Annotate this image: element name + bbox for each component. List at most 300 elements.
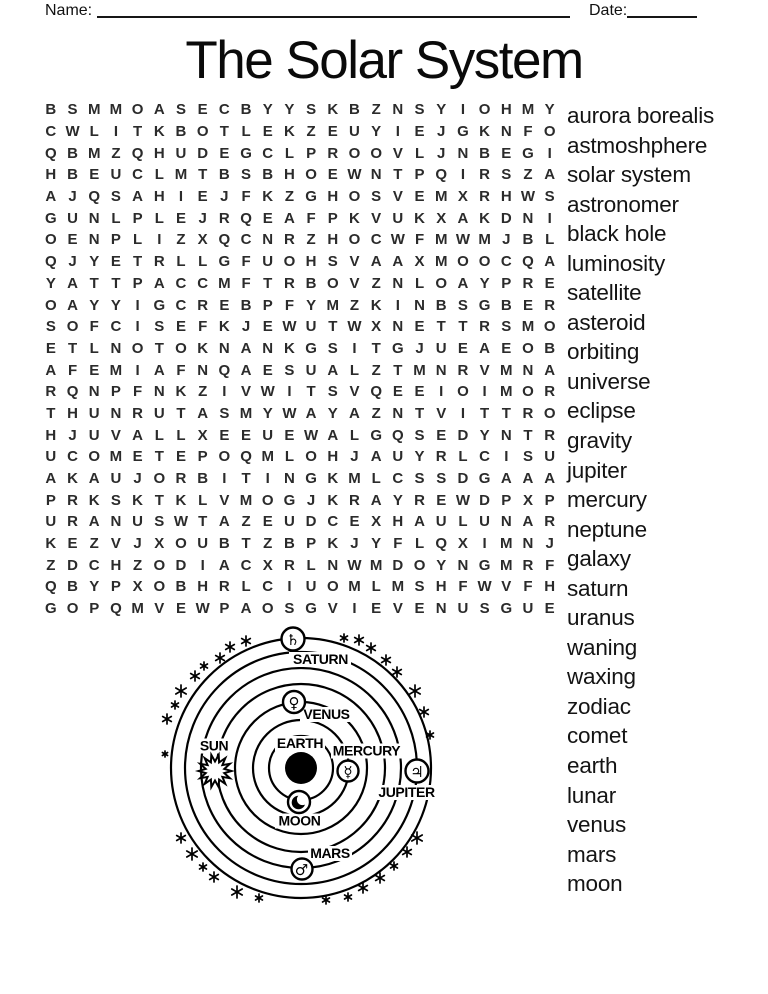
date-input-line[interactable] (627, 16, 697, 18)
grid-letter[interactable]: O (543, 404, 556, 422)
grid-letter[interactable]: O (478, 101, 491, 119)
grid-letter[interactable]: U (392, 209, 404, 227)
grid-letter[interactable]: A (88, 513, 100, 531)
grid-letter[interactable]: V (479, 361, 490, 379)
grid-letter[interactable]: E (175, 318, 186, 336)
grid-letter[interactable]: T (371, 339, 381, 357)
grid-letter[interactable]: Y (89, 253, 100, 271)
grid-letter[interactable]: L (241, 123, 251, 141)
grid-letter[interactable]: R (175, 470, 187, 488)
grid-letter[interactable]: L (349, 426, 360, 444)
grid-letter[interactable]: E (371, 600, 382, 618)
grid-letter[interactable]: Z (133, 556, 143, 574)
grid-letter[interactable]: Q (370, 383, 382, 401)
grid-letter[interactable]: N (88, 209, 100, 227)
grid-letter[interactable]: E (544, 600, 555, 618)
grid-letter[interactable]: T (328, 318, 338, 336)
grid-letter[interactable]: S (371, 188, 382, 206)
grid-letter[interactable]: P (501, 491, 512, 509)
grid-letter[interactable]: O (522, 383, 534, 401)
grid-letter[interactable]: Z (371, 361, 381, 379)
grid-letter[interactable]: N (88, 231, 100, 249)
grid-letter[interactable]: Y (479, 426, 490, 444)
grid-letter[interactable]: G (370, 426, 382, 444)
grid-letter[interactable]: S (154, 513, 165, 531)
grid-letter[interactable]: H (544, 578, 556, 596)
grid-letter[interactable]: F (241, 274, 251, 292)
grid-letter[interactable]: P (262, 296, 273, 314)
grid-letter[interactable]: T (414, 404, 425, 422)
grid-letter[interactable]: N (522, 361, 534, 379)
grid-letter[interactable]: A (197, 404, 209, 422)
grid-letter[interactable]: E (522, 296, 533, 314)
grid-letter[interactable]: E (45, 339, 56, 357)
grid-letter[interactable]: U (522, 600, 534, 618)
grid-letter[interactable]: I (157, 231, 162, 249)
grid-letter[interactable]: C (240, 556, 252, 574)
grid-letter[interactable]: A (522, 513, 534, 531)
grid-letter[interactable]: P (132, 274, 143, 292)
grid-letter[interactable]: P (219, 600, 230, 618)
grid-letter[interactable]: O (261, 491, 274, 509)
grid-letter[interactable]: P (132, 209, 143, 227)
grid-letter[interactable]: C (175, 296, 187, 314)
grid-letter[interactable]: I (482, 383, 487, 401)
grid-letter[interactable]: V (349, 383, 360, 401)
grid-letter[interactable]: M (131, 600, 144, 618)
grid-letter[interactable]: A (45, 188, 57, 206)
grid-letter[interactable]: K (262, 188, 274, 206)
grid-letter[interactable]: U (392, 448, 404, 466)
grid-letter[interactable]: P (45, 491, 56, 509)
grid-letter[interactable]: I (547, 209, 552, 227)
grid-letter[interactable]: W (65, 123, 80, 141)
grid-letter[interactable]: P (544, 491, 555, 509)
grid-letter[interactable]: N (110, 339, 122, 357)
grid-letter[interactable]: H (153, 144, 165, 162)
grid-letter[interactable]: T (436, 318, 446, 336)
grid-letter[interactable]: N (435, 361, 447, 379)
grid-letter[interactable]: W (347, 556, 362, 574)
grid-letter[interactable]: X (197, 426, 208, 444)
grid-letter[interactable]: O (348, 188, 361, 206)
grid-letter[interactable]: L (371, 470, 381, 488)
grid-letter[interactable]: O (218, 448, 231, 466)
grid-letter[interactable]: O (175, 339, 187, 357)
grid-letter[interactable]: W (390, 231, 405, 249)
grid-letter[interactable]: A (544, 361, 556, 379)
grid-letter[interactable]: B (175, 578, 187, 596)
grid-letter[interactable]: L (133, 231, 143, 249)
grid-letter[interactable]: B (218, 535, 230, 553)
grid-letter[interactable]: R (349, 491, 360, 509)
grid-letter[interactable]: K (327, 101, 339, 119)
grid-letter[interactable]: K (67, 470, 78, 488)
grid-letter[interactable]: S (479, 600, 490, 618)
grid-letter[interactable]: L (154, 166, 164, 184)
grid-letter[interactable]: S (110, 491, 121, 509)
grid-letter[interactable]: H (45, 166, 57, 184)
grid-letter[interactable]: K (197, 339, 209, 357)
grid-letter[interactable]: O (88, 448, 101, 466)
grid-letter[interactable]: Y (262, 404, 273, 422)
grid-letter[interactable]: B (197, 470, 209, 488)
grid-letter[interactable]: V (349, 253, 360, 271)
grid-letter[interactable]: R (457, 361, 469, 379)
grid-letter[interactable]: I (222, 383, 227, 401)
grid-letter[interactable]: F (545, 556, 555, 574)
grid-letter[interactable]: S (414, 578, 425, 596)
grid-letter[interactable]: X (371, 513, 382, 531)
grid-letter[interactable]: A (67, 274, 78, 292)
grid-letter[interactable]: R (479, 166, 491, 184)
grid-letter[interactable]: M (500, 383, 513, 401)
grid-letter[interactable]: T (89, 274, 99, 292)
grid-letter[interactable]: M (239, 404, 253, 422)
grid-letter[interactable]: B (500, 296, 512, 314)
grid-letter[interactable]: W (282, 318, 297, 336)
grid-letter[interactable]: U (305, 578, 317, 596)
grid-letter[interactable]: R (414, 491, 425, 509)
grid-letter[interactable]: Y (89, 578, 100, 596)
grid-letter[interactable]: C (45, 123, 57, 141)
grid-letter[interactable]: Z (176, 231, 186, 249)
grid-letter[interactable]: G (478, 296, 491, 314)
grid-letter[interactable]: W (477, 578, 492, 596)
grid-letter[interactable]: T (241, 470, 251, 488)
grid-letter[interactable]: F (523, 578, 533, 596)
grid-letter[interactable]: Y (371, 535, 382, 553)
grid-letter[interactable]: E (110, 253, 121, 271)
grid-letter[interactable]: N (457, 144, 469, 162)
grid-letter[interactable]: J (220, 188, 229, 206)
grid-letter[interactable]: K (479, 123, 491, 141)
grid-letter[interactable]: G (305, 470, 317, 488)
grid-letter[interactable]: Z (306, 123, 316, 141)
grid-letter[interactable]: G (500, 600, 513, 618)
grid-letter[interactable]: R (479, 318, 491, 336)
grid-letter[interactable]: I (439, 383, 444, 401)
grid-letter[interactable]: A (414, 513, 425, 531)
grid-letter[interactable]: N (500, 123, 512, 141)
grid-letter[interactable]: H (327, 231, 339, 249)
grid-letter[interactable]: L (198, 253, 208, 271)
grid-letter[interactable]: S (327, 253, 338, 271)
grid-letter[interactable]: J (545, 535, 554, 553)
grid-letter[interactable]: A (457, 274, 469, 292)
grid-letter[interactable]: O (66, 318, 79, 336)
grid-letter[interactable]: A (479, 339, 491, 357)
grid-letter[interactable]: T (46, 404, 56, 422)
grid-letter[interactable]: Z (371, 101, 381, 119)
grid-letter[interactable]: E (414, 600, 425, 618)
grid-letter[interactable]: J (437, 144, 446, 162)
grid-letter[interactable]: A (370, 448, 382, 466)
grid-letter[interactable]: A (522, 470, 534, 488)
grid-letter[interactable]: E (262, 209, 273, 227)
grid-letter[interactable]: R (544, 383, 556, 401)
grid-letter[interactable]: Z (111, 144, 121, 162)
grid-letter[interactable]: X (371, 318, 382, 336)
grid-letter[interactable]: E (175, 448, 186, 466)
grid-letter[interactable]: I (135, 361, 140, 379)
grid-letter[interactable]: C (392, 470, 404, 488)
grid-letter[interactable]: A (240, 361, 252, 379)
grid-letter[interactable]: M (261, 448, 274, 466)
grid-letter[interactable]: D (500, 209, 512, 227)
grid-letter[interactable]: V (154, 600, 165, 618)
grid-letter[interactable]: X (132, 578, 143, 596)
grid-letter[interactable]: B (45, 101, 57, 119)
grid-letter[interactable]: T (133, 123, 143, 141)
grid-letter[interactable]: E (436, 491, 447, 509)
grid-letter[interactable]: K (283, 339, 295, 357)
grid-letter[interactable]: R (45, 383, 57, 401)
grid-letter[interactable]: D (175, 556, 187, 574)
grid-letter[interactable]: B (67, 166, 78, 184)
grid-letter[interactable]: G (305, 188, 317, 206)
grid-letter[interactable]: G (283, 491, 296, 509)
grid-letter[interactable]: A (283, 209, 295, 227)
grid-letter[interactable]: E (457, 339, 468, 357)
grid-letter[interactable]: U (67, 209, 78, 227)
grid-letter[interactable]: A (370, 491, 382, 509)
grid-letter[interactable]: X (414, 253, 425, 271)
grid-letter[interactable]: O (478, 253, 491, 271)
grid-letter[interactable]: I (178, 188, 184, 206)
grid-letter[interactable]: E (284, 426, 295, 444)
grid-letter[interactable]: A (153, 274, 165, 292)
grid-letter[interactable]: O (305, 166, 317, 184)
grid-letter[interactable]: N (262, 339, 274, 357)
grid-letter[interactable]: L (545, 231, 555, 249)
grid-letter[interactable]: Q (110, 600, 122, 618)
grid-letter[interactable]: U (197, 535, 209, 553)
grid-letter[interactable]: S (241, 166, 252, 184)
grid-letter[interactable]: V (110, 535, 121, 553)
grid-letter[interactable]: M (326, 296, 340, 314)
grid-letter[interactable]: U (283, 513, 295, 531)
grid-letter[interactable]: H (327, 188, 339, 206)
grid-letter[interactable]: X (436, 209, 447, 227)
grid-letter[interactable]: B (479, 144, 491, 162)
grid-letter[interactable]: C (132, 166, 144, 184)
grid-letter[interactable]: I (287, 383, 292, 401)
grid-letter[interactable]: W (347, 166, 362, 184)
grid-letter[interactable]: K (370, 296, 382, 314)
grid-letter[interactable]: K (175, 383, 187, 401)
grid-letter[interactable]: M (109, 361, 123, 379)
grid-letter[interactable]: H (435, 578, 447, 596)
grid-letter[interactable]: O (153, 470, 166, 488)
grid-letter[interactable]: E (327, 166, 338, 184)
grid-letter[interactable]: R (283, 274, 295, 292)
grid-letter[interactable]: H (500, 188, 512, 206)
grid-letter[interactable]: E (197, 101, 208, 119)
grid-letter[interactable]: U (262, 253, 274, 271)
grid-letter[interactable]: T (154, 491, 164, 509)
grid-letter[interactable]: N (110, 513, 122, 531)
grid-letter[interactable]: D (479, 491, 491, 509)
grid-letter[interactable]: N (88, 383, 100, 401)
grid-letter[interactable]: F (306, 209, 316, 227)
grid-letter[interactable]: B (240, 296, 252, 314)
grid-letter[interactable]: T (154, 339, 164, 357)
grid-letter[interactable]: O (543, 318, 556, 336)
grid-letter[interactable]: R (544, 513, 556, 531)
grid-letter[interactable]: K (414, 209, 425, 227)
grid-letter[interactable]: M (500, 556, 513, 574)
grid-letter[interactable]: V (241, 383, 252, 401)
grid-letter[interactable]: L (414, 144, 425, 162)
grid-letter[interactable]: I (460, 101, 465, 119)
grid-letter[interactable]: I (287, 578, 292, 596)
grid-letter[interactable]: E (414, 383, 425, 401)
grid-letter[interactable]: G (153, 296, 166, 314)
grid-letter[interactable]: L (89, 339, 99, 357)
grid-letter[interactable]: S (154, 318, 165, 336)
grid-letter[interactable]: R (218, 578, 230, 596)
grid-letter[interactable]: Q (435, 166, 448, 184)
grid-letter[interactable]: A (370, 253, 382, 271)
grid-letter[interactable]: W (282, 404, 297, 422)
grid-letter[interactable]: F (284, 296, 294, 314)
grid-letter[interactable]: B (67, 578, 78, 596)
grid-letter[interactable]: I (265, 470, 270, 488)
grid-letter[interactable]: N (392, 404, 404, 422)
grid-letter[interactable]: J (415, 339, 424, 357)
grid-letter[interactable]: C (262, 578, 274, 596)
grid-letter[interactable]: W (455, 231, 470, 249)
grid-letter[interactable]: F (241, 253, 251, 271)
grid-letter[interactable]: Y (110, 296, 121, 314)
grid-letter[interactable]: O (457, 383, 469, 401)
grid-letter[interactable]: A (327, 361, 339, 379)
grid-letter[interactable]: G (45, 209, 57, 227)
grid-letter[interactable]: R (522, 274, 534, 292)
grid-letter[interactable]: K (327, 491, 339, 509)
grid-letter[interactable]: O (45, 231, 57, 249)
grid-letter[interactable]: A (240, 600, 252, 618)
grid-letter[interactable]: A (544, 253, 556, 271)
grid-letter[interactable]: C (479, 448, 491, 466)
grid-letter[interactable]: U (110, 166, 122, 184)
grid-letter[interactable]: O (435, 274, 448, 292)
grid-letter[interactable]: Q (218, 361, 231, 379)
grid-letter[interactable]: K (218, 318, 230, 336)
grid-letter[interactable]: J (350, 535, 359, 553)
grid-letter[interactable]: O (326, 274, 339, 292)
grid-letter[interactable]: C (175, 274, 187, 292)
grid-letter[interactable]: A (45, 361, 57, 379)
grid-letter[interactable]: A (544, 166, 556, 184)
grid-letter[interactable]: E (219, 296, 230, 314)
grid-letter[interactable]: H (67, 404, 78, 422)
grid-letter[interactable]: X (197, 231, 208, 249)
grid-letter[interactable]: N (392, 318, 404, 336)
grid-letter[interactable]: R (544, 426, 556, 444)
grid-letter[interactable]: T (393, 361, 403, 379)
grid-letter[interactable]: V (392, 144, 403, 162)
grid-letter[interactable]: O (196, 123, 209, 141)
grid-letter[interactable]: W (347, 318, 362, 336)
grid-letter[interactable]: I (482, 535, 487, 553)
grid-letter[interactable]: Z (263, 535, 273, 553)
grid-letter[interactable]: Z (306, 231, 316, 249)
grid-letter[interactable]: C (88, 556, 100, 574)
grid-letter[interactable]: V (501, 578, 512, 596)
grid-letter[interactable]: M (87, 101, 101, 119)
grid-letter[interactable]: J (198, 209, 207, 227)
grid-letter[interactable]: E (392, 383, 403, 401)
grid-letter[interactable]: Z (523, 166, 533, 184)
grid-letter[interactable]: O (522, 339, 534, 357)
grid-letter[interactable]: D (392, 556, 404, 574)
grid-letter[interactable]: S (67, 101, 78, 119)
grid-letter[interactable]: S (501, 318, 512, 336)
grid-letter[interactable]: B (67, 144, 78, 162)
grid-letter[interactable]: Q (218, 231, 231, 249)
grid-letter[interactable]: U (544, 448, 556, 466)
grid-letter[interactable]: R (479, 188, 491, 206)
grid-letter[interactable]: M (87, 144, 101, 162)
grid-letter[interactable]: N (392, 274, 404, 292)
grid-letter[interactable]: S (414, 470, 425, 488)
grid-letter[interactable]: F (133, 383, 143, 401)
grid-letter[interactable]: R (153, 253, 165, 271)
grid-letter[interactable]: N (262, 231, 274, 249)
grid-letter[interactable]: P (306, 535, 317, 553)
grid-letter[interactable]: O (413, 556, 426, 574)
grid-letter[interactable]: M (521, 318, 535, 336)
grid-letter[interactable]: R (283, 556, 295, 574)
grid-letter[interactable]: G (305, 600, 317, 618)
grid-letter[interactable]: U (132, 513, 144, 531)
grid-letter[interactable]: S (544, 188, 555, 206)
grid-letter[interactable]: X (154, 535, 165, 553)
grid-letter[interactable]: R (327, 144, 339, 162)
grid-letter[interactable]: M (500, 361, 513, 379)
grid-letter[interactable]: Y (392, 491, 403, 509)
grid-letter[interactable]: L (349, 361, 360, 379)
grid-letter[interactable]: I (460, 166, 465, 184)
grid-letter[interactable]: U (349, 123, 360, 141)
grid-letter[interactable]: T (393, 166, 403, 184)
grid-letter[interactable]: D (457, 470, 469, 488)
grid-letter[interactable]: P (197, 448, 208, 466)
grid-letter[interactable]: G (478, 470, 491, 488)
grid-letter[interactable]: J (133, 470, 142, 488)
grid-letter[interactable]: Z (284, 188, 294, 206)
grid-letter[interactable]: U (45, 513, 57, 531)
grid-letter[interactable]: I (135, 318, 140, 336)
grid-letter[interactable]: Q (522, 253, 534, 271)
grid-letter[interactable]: R (522, 404, 534, 422)
grid-letter[interactable]: L (284, 448, 294, 466)
grid-letter[interactable]: E (132, 448, 143, 466)
grid-letter[interactable]: U (305, 361, 317, 379)
grid-letter[interactable]: I (460, 404, 465, 422)
grid-letter[interactable]: W (260, 383, 275, 401)
grid-letter[interactable]: A (544, 470, 556, 488)
grid-letter[interactable]: A (305, 404, 317, 422)
grid-letter[interactable]: A (240, 339, 252, 357)
grid-letter[interactable]: L (154, 209, 164, 227)
name-input-line[interactable] (97, 16, 570, 18)
grid-letter[interactable]: L (176, 253, 186, 271)
grid-letter[interactable]: A (218, 556, 230, 574)
grid-letter[interactable]: E (414, 318, 425, 336)
